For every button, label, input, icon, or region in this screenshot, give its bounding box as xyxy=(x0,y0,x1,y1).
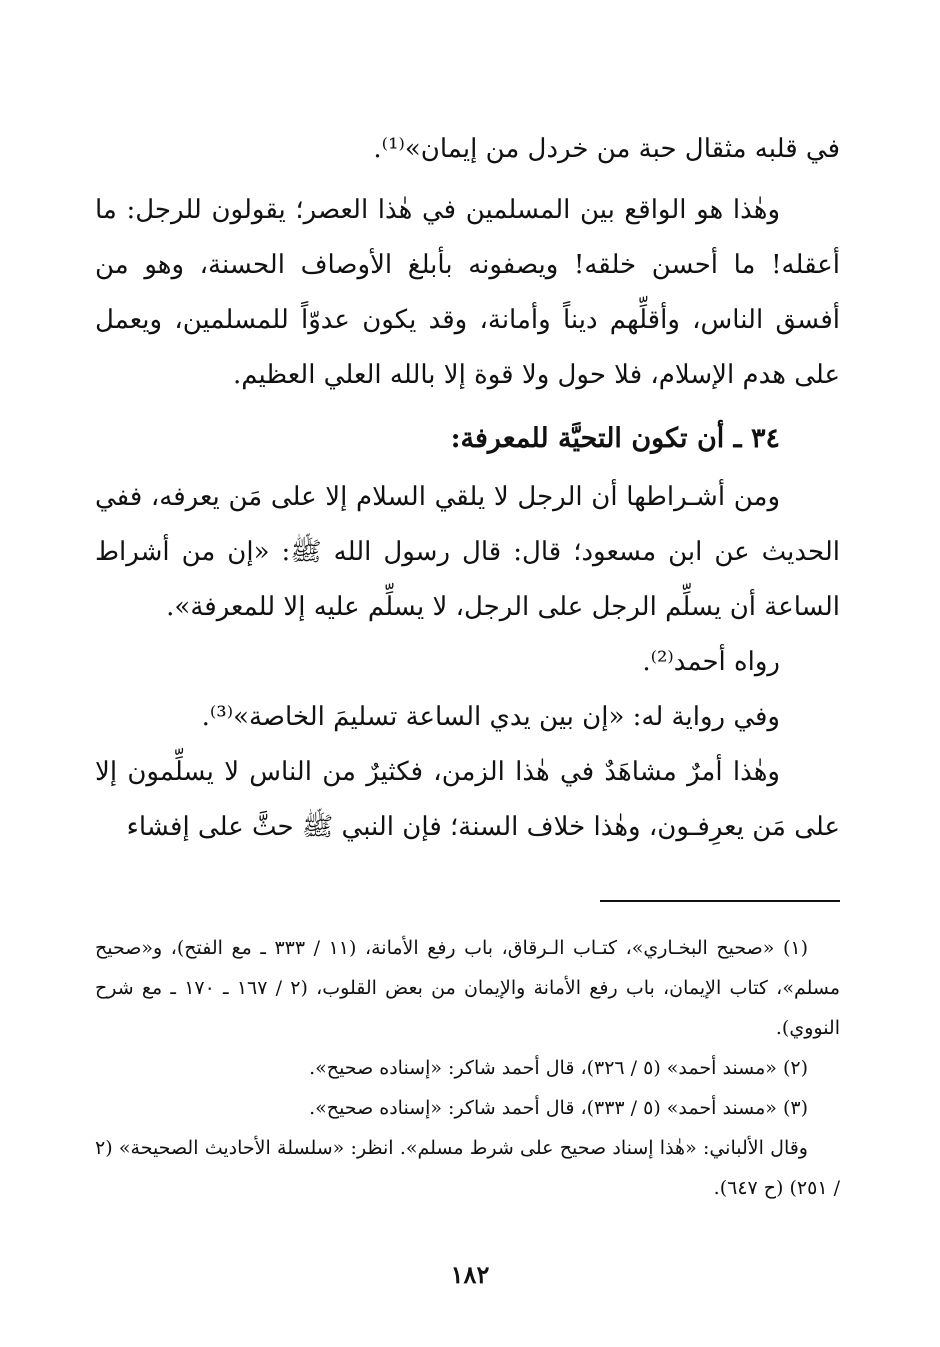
paragraph: رواه أحمد⁽²⁾. xyxy=(642,647,780,677)
footnote: (١) «صحيح البخـاري»، كتـاب الـرقاق، باب رفع الأمانة، (١١ / ٣٣٣ ـ مع الفتح)، و«صحيح مسلم»، كتاب الإيمان، باب رفع الأمانة والإيمان من بعض القلوب، (٢ / ١٦٧ ـ ١٧٠ ـ مع شرح النووي). xyxy=(95,937,841,1039)
paragraph: ومن أشـراطها أن الرجل لا يلقي السلام إلا على مَن يعرفه، ففي الحديث عن ابن مسعود؛ قال: قال رسول الله ﷺ: «إن من أشراط الساعة أن يسلِّم الرجل على الرجل، لا يسلِّم عليه إلا للمعرفة». xyxy=(95,482,840,622)
section-heading: ٣٤ ـ أن تكون التحيَّة للمعرفة: xyxy=(450,423,780,454)
footnote: (٣) «مسند أحمد» (٥ / ٣٣٣)، قال أحمد شاكر: «إسناده صحيح». xyxy=(309,1097,808,1119)
page-number: ١٨٢ xyxy=(450,1260,490,1289)
paragraph: وفي رواية له: «إن بين يدي الساعة تسليمَ الخاصة»⁽³⁾. xyxy=(201,702,780,732)
paragraph: وهٰذا هو الواقع بين المسلمين في هٰذا العصر؛ يقولون للرجل: ما أعقله! ما أحسن خلقه! ويصفونه بأبلغ الأوصاف الحسنة، وهو من أفسق الناس، وأقلِّهم ديناً وأمانة، وقد يكون عدوّاً للمسلمين، ويعمل على هدم الإسلام، فلا حول ولا قوة إلا بالله العلي العظيم. xyxy=(95,195,840,390)
footnote-divider xyxy=(600,900,840,902)
footnote: وقال الألباني: «هٰذا إسناد صحيح على شرط مسلم». انظر: «سلسلة الأحاديث الصحيحة» (٢ / ٢٥١) (ح ٦٤٧). xyxy=(95,1137,840,1199)
paragraph-continuation: في قلبه مثقال حبة من خردل من إيمان»⁽¹⁾. xyxy=(373,134,840,164)
main-text xyxy=(95,122,840,855)
paragraph: وهٰذا أمرٌ مشاهَدٌ في هٰذا الزمن، فكثيرٌ من الناس لا يسلِّمون إلا على مَن يعرِفـون، وهٰذا خلاف السنة؛ فإن النبي ﷺ حثَّ على إفشاء xyxy=(95,757,840,842)
footnote: (٢) «مسند أحمد» (٥ / ٣٢٦)، قال أحمد شاكر: «إسناده صحيح». xyxy=(309,1057,808,1079)
footnotes xyxy=(95,928,840,1208)
